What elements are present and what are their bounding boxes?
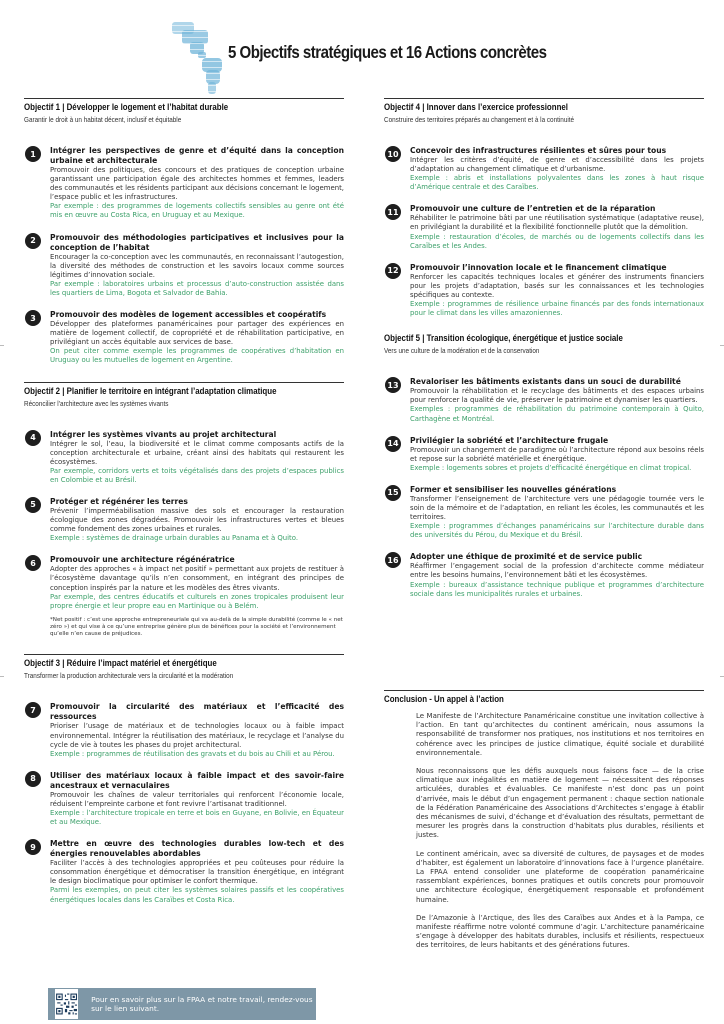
crop-mark <box>0 345 4 346</box>
action-title: Revaloriser les bâtiments existants dans un souci de durabilité <box>410 377 681 387</box>
objective-subtitle: Vers une culture de la modération et de la conservation <box>384 346 540 356</box>
crop-mark <box>0 676 4 677</box>
action-description: Prioriser l’usage de matériaux et de technologies locaux ou à faible impact environnemental. Intégrer la réutilisation des matériaux, le recyclage et l’analyse du cycle de vie à toutes les phases du projet architectural. <box>50 722 344 749</box>
action-number-badge: 16 <box>385 552 401 568</box>
action-example: Par exemple, des centres éducatifs et culturels en zones tropicales produisent leur propre énergie et leur propre eau en Martinique ou à Belém. <box>50 592 344 610</box>
action-title: Promouvoir des modèles de logement accessibles et coopératifs <box>50 310 327 320</box>
action-example: Parmi les exemples, on peut citer les systèmes solaires passifs et les coopératives énergétiques locales dans les Caraïbes et Costa Rica. <box>50 886 344 904</box>
action-description: Prévenir l’imperméabilisation massive des sols et encourager la restauration écologique des zones dégradées. Promouvoir les infrastructures vertes et bleues comme fondement des zones urbaines et rurales. <box>50 506 344 534</box>
conclusion-title: Conclusion - Un appel à l’action <box>384 694 504 704</box>
objective-subtitle: Garantir le droit à un habitat décent, inclusif et équitable <box>24 115 182 124</box>
objective-subtitle: Transformer la production architecturale vers la circularité et la modération <box>24 671 234 681</box>
right-column <box>384 98 704 611</box>
action-description: Intégrer les critères d’équité, de genre et d’accessibilité dans les projets d’adaptation au changement climatique et d’urbanisme. <box>410 156 704 174</box>
action-example: Par exemple : des programmes de logements collectifs sensibles au genre ont été mis en œuvre au Costa Rica, en Uruguay et au Mexique. <box>50 202 344 220</box>
action-title: Promouvoir des méthodologies participatives et inclusives pour la conception de l’habitat <box>50 232 344 252</box>
left-column <box>24 98 344 917</box>
objective-title: Objectif 5 | Transition écologique, énergétique et justice sociale <box>384 333 623 344</box>
action-example: Exemple : abris et installations polyvalentes dans les zones à haut risque d’Amérique centrale et des Caraïbes. <box>410 174 704 192</box>
action-example: Exemple : systèmes de drainage urbain durables au Panama et à Quito. <box>50 534 299 543</box>
objective-subtitle: Réconcilier l’architecture avec les systèmes vivants <box>24 398 169 408</box>
action-example: Exemple : programmes de résilience urbaine financés par des fonds internationaux pour le climat dans les villes amazoniennes. <box>410 300 704 318</box>
conclusion-header <box>384 690 704 704</box>
action-item <box>24 555 344 638</box>
page-header <box>0 0 724 95</box>
conclusion-paragraph: Le Manifeste de l’Architecture Panaméricaine constitue une invitation collective à l’action. En tant qu’architectes du continent américain, nous assumons la responsabilité de transformer nos pratiques, nos institutions et nos territoires en cohérence avec les principes de justice climatique, équité sociale et durabilité environnementale. <box>416 712 704 757</box>
action-number-badge: 3 <box>25 310 41 326</box>
objective-header <box>384 98 704 124</box>
objective-header <box>384 330 704 355</box>
action-title: Privilégier la sobriété et l’architecture frugale <box>410 435 609 445</box>
objective-header <box>24 382 344 408</box>
action-title: Promouvoir la circularité des matériaux et l’efficacité des ressources <box>50 702 344 722</box>
action-item <box>384 146 704 192</box>
action-title: Former et sensibiliser les nouvelles générations <box>410 484 617 494</box>
action-description: Adopter des approches « à impact net positif » permettant aux projets de restituer à l’écosystème davantage qu’ils n’en consomment, en intégrant des principes de conception inspirés par la nature et les modèles des êtres vivants. <box>50 565 344 592</box>
action-item <box>24 233 344 298</box>
action-example: Exemple : programmes d’échanges panaméricains sur l’architecture durable dans des universités du Pérou, du Mexique et du Brésil. <box>410 522 704 540</box>
objective-header <box>24 654 344 680</box>
action-title: Utiliser des matériaux locaux à faible impact et des savoir-faire ancestraux et vernaculaires <box>50 770 344 790</box>
objective-1 <box>24 98 344 366</box>
objective-title: Objectif 1 | Développer le logement et l’habitat durable <box>24 102 229 112</box>
action-item <box>24 497 344 543</box>
action-title: Promouvoir une culture de l’entretien et de la réparation <box>410 204 656 214</box>
action-item <box>24 702 344 758</box>
action-description: Promouvoir des politiques, des concours et des pratiques de conception urbaine garantissant une participation égale des architectes hommes et femmes, leaders des communautés et les résidents participant aux décisions concernant le logement, l’espace public et les infrastructures. <box>50 166 344 202</box>
action-description: Transformer l’enseignement de l’architecture vers une pédagogie tournée vers le soin de la mémoire et de l’adaptation, en reliant les écoles, les communautés et les territoires. <box>410 494 704 522</box>
action-title: Promouvoir une architecture régénératrice <box>50 555 235 565</box>
action-example: Exemple : l’architecture tropicale en terre et bois en Guyane, en Bolivie, en Équateur et au Mexique. <box>50 808 344 827</box>
action-description: Développer des plateformes panaméricaines pour partager des expériences en matière de logement collectif, de copropriété et de réhabilitation participative, en privilégiant un accès équitable aux services de base. <box>50 320 344 347</box>
action-item <box>24 839 344 904</box>
objective-subtitle: Construire des territoires préparés au changement et à la continuité <box>384 115 575 124</box>
action-item <box>24 310 344 365</box>
conclusion-paragraph: Nous reconnaissons que les défis auxquels nous faisons face — de la crise climatique aux inégalités en matière de logement — nécessitent des réponses articulées, durables et évaluables. Ce manifeste n’est donc pas un point d’arrivée, mais le début d’un engagement permanent : chaque section nationale de la Fédération Panaméricaine des Associations d’Architectes s’engage à établir des mécanismes de suivi, d’échange et d’évaluation des résultats, permettant de mesurer les progrès dans la construction d’habitats plus durables, résilients et justes. <box>416 767 704 840</box>
action-item <box>384 263 704 318</box>
action-title: Protéger et régénérer les terres <box>50 496 188 506</box>
action-example: Par exemple, corridors verts et toits végétalisés dans des projets d’espaces publics en Colombie et au Brésil. <box>50 466 344 484</box>
action-number-badge: 9 <box>25 839 41 855</box>
qr-code-icon[interactable] <box>54 988 79 1020</box>
action-number-badge: 5 <box>25 497 41 513</box>
conclusion-paragraph: De l’Amazonie à l’Arctique, des îles des Caraïbes aux Andes et à la Pampa, ce manifeste réaffirme notre volonté commune d’agir. L’architecture panaméricaine s’engage à développer des habitats durables, inclusifs et résilients, respectueux des territoires, de leurs habitants et des générations futures. <box>416 913 704 950</box>
objective-4 <box>384 98 704 318</box>
crop-mark <box>720 345 724 346</box>
crop-mark <box>720 676 724 677</box>
objective-5 <box>384 330 704 599</box>
action-example: On peut citer comme exemple les programmes de coopératives d’habitation en Uruguay ou les mutuelles de logement en Argentine. <box>50 347 344 365</box>
action-item <box>24 146 344 221</box>
action-example: Par exemple : laboratoires urbains et processus d’auto-construction assistée dans les quartiers de Lima, Bogota et Salvador de Bahia. <box>50 279 344 297</box>
action-title: Intégrer les perspectives de genre et d’équité dans la conception urbaine et architecturale <box>50 146 344 165</box>
action-number-badge: 11 <box>385 204 401 220</box>
qr-link-box[interactable] <box>48 988 316 1020</box>
objective-3 <box>24 654 344 904</box>
action-title: Intégrer les systèmes vivants au projet architectural <box>50 429 277 439</box>
action-description: Promouvoir les chaînes de valeur territoriales qui renforcent l’économie locale, réduisent l’empreinte carbone et font revivre l’artisanat traditionnel. <box>50 790 344 808</box>
action-number-badge: 10 <box>385 146 401 162</box>
action-number-badge: 12 <box>385 263 401 279</box>
action-example: Exemple : bureaux d’assistance technique publique et programmes d’architecture sociale dans les municipalités rurales et urbaines. <box>410 580 704 598</box>
action-title: Mettre en œuvre des technologies durables low-tech et des énergies renouvelables abordables <box>50 839 344 859</box>
objective-title: Objectif 2 | Planifier le territoire en intégrant l’adaptation climatique <box>24 385 277 396</box>
action-number-badge: 4 <box>25 430 41 446</box>
conclusion-body <box>416 712 704 960</box>
action-number-badge: 14 <box>385 436 401 452</box>
action-example: Exemple : restauration d’écoles, de marchés ou de logements collectifs dans les Caraïbes et les Andes. <box>410 232 704 250</box>
action-number-badge: 13 <box>385 377 401 393</box>
action-number-badge: 2 <box>25 233 41 249</box>
objective-header <box>24 98 344 124</box>
action-description: Promouvoir la réhabilitation et le recyclage des bâtiments et des espaces urbains pour renforcer la qualité de vie, préserver le patrimoine et dynamiser les quartiers. <box>410 387 704 405</box>
action-description: Faciliter l’accès à des technologies appropriées et peu coûteuses pour réduire la consommation énergétique et démocratiser la transition énergétique, en intégrant le design bioclimatique pour optimiser le confort thermique. <box>50 859 344 886</box>
action-description: Réhabiliter le patrimoine bâti par une réutilisation systématique (adaptative reuse), en privilégiant la durabilité et la flexibilité fonctionnelle plutôt que la démolition. <box>410 214 704 232</box>
objective-title: Objectif 3 | Réduire l’impact matériel et énergétique <box>24 658 217 669</box>
objective-title: Objectif 4 | Innover dans l’exercice professionnel <box>384 102 569 112</box>
action-example: Exemple : logements sobres et projets d’efficacité énergétique en climat tropical. <box>410 463 692 472</box>
conclusion-paragraph: Le continent américain, avec sa diversité de cultures, de paysages et de modes d’habiter, est également un laboratoire d’innovations face à l’urgence planétaire. La FPAA entend consolider une plateforme de coopération panaméricaine rassemblant expériences, bonnes pratiques et outils concrets pour promouvoir une architecture écologique, énergétiquement responsable et profondément humaine. <box>416 849 704 904</box>
qr-caption: Pour en savoir plus sur la FPAA et notre travail, rendez-vous sur le lien suivant. <box>91 994 313 1013</box>
action-item <box>384 436 704 473</box>
action-example: Exemples : programmes de réhabilitation du patrimoine contemporain à Quito, Carthagène et Montréal. <box>410 405 704 423</box>
objective-2 <box>24 382 344 639</box>
action-description: Renforcer les capacités techniques locales et générer des instruments financiers pour les projets d’adaptation, basés sur les connaissances et les technologies spécifiques au contexte. <box>410 272 704 299</box>
action-description: Intégrer le sol, l’eau, la biodiversité et le climat comme composants actifs de la conception architecturale et urbaine, créant ainsi des habitats qui restaurent les écosystèmes. <box>50 439 344 466</box>
action-number-badge: 8 <box>25 771 41 787</box>
action-number-badge: 6 <box>25 555 41 571</box>
action-item <box>24 771 344 827</box>
footnote: *Net positif : c’est une approche entrepreneuriale qui va au-delà de la simple durabilité (comme le « net zéro ») et qui vise à ce qu’une entreprise génère plus de bénéfices pour la société et l’environnement qu’elle n’en cause de préjudices. <box>50 616 343 638</box>
action-item <box>24 430 344 485</box>
action-item <box>384 204 704 250</box>
action-description: Réaffirmer l’engagement social de la profession d’architecte comme médiateur entre les besoins humains, l’environnement bâti et les écosystèmes. <box>410 562 704 580</box>
action-number-badge: 1 <box>25 146 41 162</box>
action-title: Concevoir des infrastructures résilientes et sûres pour tous <box>410 146 667 155</box>
action-description: Encourager la co-conception avec les communautés, en reconnaissant l’autogestion, la diversité des méthodes de construction et les savoirs locaux comme sources légitimes d’innovation sociale. <box>50 252 344 279</box>
action-title: Promouvoir l’innovation locale et le financement climatique <box>410 262 667 272</box>
action-number-badge: 7 <box>25 702 41 718</box>
action-title: Adopter une éthique de proximité et de service public <box>410 552 643 562</box>
action-number-badge: 15 <box>385 485 401 501</box>
action-item <box>384 377 704 423</box>
page-title: 5 Objectifs stratégiques et 16 Actions concrètes <box>228 42 547 62</box>
action-example: Exemple : programmes de réutilisation des gravats et du bois au Chili et au Pérou. <box>50 749 335 758</box>
action-item <box>384 552 704 598</box>
action-item <box>384 485 704 540</box>
action-description: Promouvoir un changement de paradigme où l’architecture répond aux besoins réels et repose sur la sobriété matérielle et énergétique. <box>410 445 704 463</box>
